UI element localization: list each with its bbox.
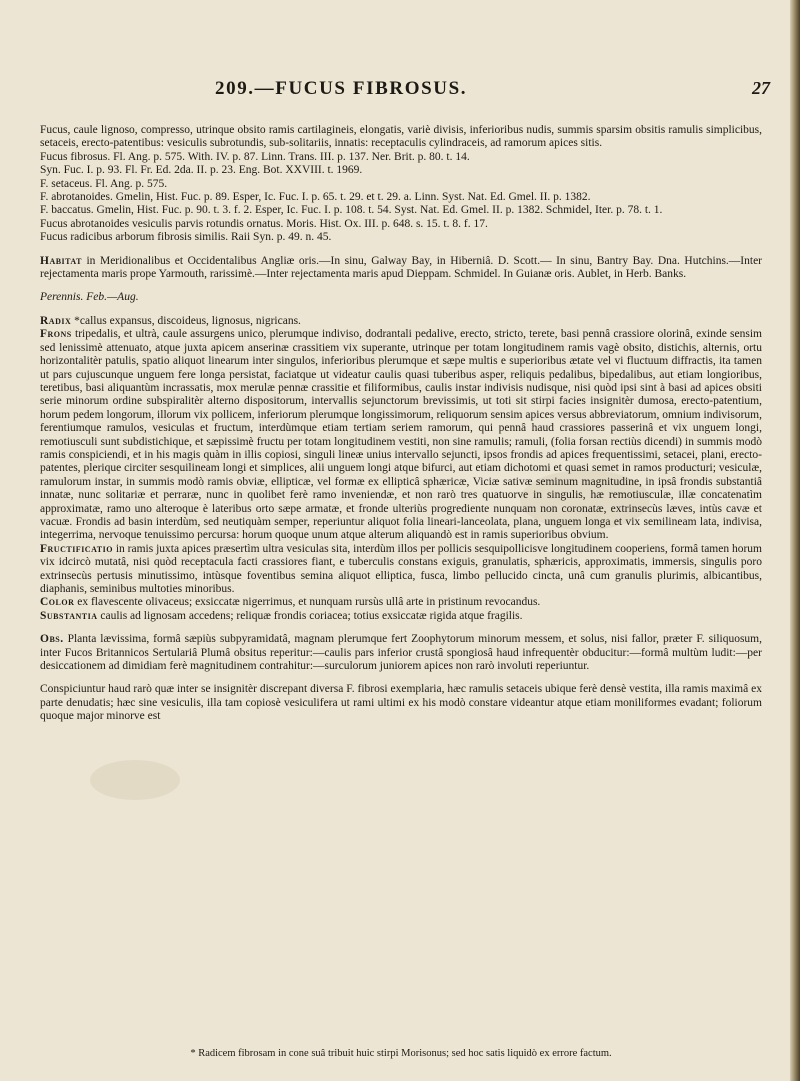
fructificatio-paragraph — [40, 543, 762, 597]
frons-text: tripedalis, et ultrà, caule assurgens unico, plerumque indiviso, dodrantali pedalive, erecto, stricto, terete, basi pennâ crassiore olorinâ, exinde sensim sed lenissimè attenuato, atque juxta apicem anserinæ crassitiem vix superante, utrinque per totam longitudinem ramis vagè obsito, distichis, alternis, ortu horizontalitèr patulis, spatio aliquot linearum inter singulos, inferioribus plerumque et sæpe multis e superioribus ætate vel vi fluctuum diffractis, ita tamen ut pars cujuscunque unguem fere longa persistat, faciatque ut videatur caulis quasi tuberibus asper, reliquis pedalibus, bipedalibus, aut etiam longioribus, teretibus, basi aliquantùm incrassatis, mox merulæ pennæ crassitie et filiformibus, caulis instar indivisis nudisque, nisi quòd ipsi sint à basi ad apices obsiti serie minorum ordine subspiralitèr alterno dispositorum, intervallis sejunctorum brevissimis, ut toti sit stirpi facies insignitèr dumosa, erecto-patentium, horum pedem longorum, illorum vix pollicem, inferiorum plerumque longissimorum, reliquorum sensim apices versus abbreviatorum, omnium indivisorum, ferentiumque ramulos, vesiculas et fructum, interdùmque etiam tertiam seriem ramorum, qui pennâ haud crassiores passerinâ et vix unguem longi, remotiusculi sunt subdistichique, et sæpissimè fructu per totam longitudinem vestiti, non sine ramulis; ramuli, (folia forsan rectiùs dicendi) in summis modò ramis conspiciendi, et in his magis quàm in illis copiosi, singuli lineæ unius intervallo sejuncti, ipsos frondis ad apices frequentissimi, setacei, plani, erecto-patentes, plerique circiter sesquilineam longi et simplices, alii unguem longi atque bifurci, aut etiam dichotomi et quasi semet in ramos producturi; vesiculæ, ramulorum instar, in summis modò ramis obviæ, ellipticæ, vel formæ ex ellipticâ sphæricæ, Viciæ sativæ seminum magnitudine, in ipsâ frondis substantiâ innatæ, nunc solitariæ et perraræ, nunc in quolibet ferè ramo inveniendæ, et non rarò tres quatuorve in singulis, hæ remotiusculæ, illæ concatenatìm approximatæ, ramo uno alteroque è lateribus orto sæpe armatæ, et fronde ulteriùs progrediente nunquam non coronatæ, extrinsecùs læves, intùs cavæ et vacuæ. Frondis ad basin interdùm, sed neutiquàm semper, reperiuntur aliquot folia lineari-lanceolata, plana, unguem longa et vix semilineam lata, indivisa, integerrima, nervoque tenuissimo percursa: horum quoque unum atque alterum aliquandò est in ramis superioribus obvium. — [40, 328, 762, 542]
main-text — [40, 124, 762, 724]
synonymy-diagnosis: Fucus, caule lignoso, compresso, utrinque obsito ramis cartilagineis, elongatis, variè divisis, inferioribus nudis, summis sparsim obsitis ramulis simplicibus, setaceis, erecto-patentibus: vesiculis subrotundis, sub-solitariis, innatis: receptaculis cylindraceis, ad ramorum apices sitis. — [40, 124, 762, 150]
synonymy-line: Syn. Fuc. I. p. 93. Fl. Fr. Ed. 2da. II. p. 23. Eng. Bot. XXVIII. t. 1969. — [40, 164, 363, 177]
fructificatio-label: Fructificatio — [40, 542, 113, 555]
page-title: 209.—FUCUS FIBROSUS. — [215, 78, 468, 99]
habitat-label: Habitat — [40, 254, 82, 267]
substantia-label: Substantia — [40, 609, 98, 622]
radix-text: *callus expansus, discoideus, lignosus, nigricans. — [74, 314, 301, 327]
frons-label: Frons — [40, 328, 72, 341]
conspiciuntur-paragraph: Conspiciuntur haud rarò quæ inter se insignitèr discrepant diversa F. fibrosi exemplaria, hæc ramulis setaceis ubique ferè densè vestita, illa ramis maximâ ex parte denudatis; hæc sine vesiculis, illa tam copiosè vesiculifera ut rami ultimi ex his modò constare videantur atque etiam moniliformes evadant; foliorum quoque major minorve est — [40, 683, 762, 723]
footnote: * Radicem fibrosam in cone suâ tribuit huic stirpi Morisonus; sed hoc satis liquidò ex errore factum. — [190, 1048, 612, 1059]
radix-label: Radix — [40, 314, 72, 327]
page-number: 27 — [752, 78, 770, 98]
synonymy-line: Fucus radicibus arborum fibrosis similis. Raii Syn. p. 49. n. 45. — [40, 231, 332, 244]
color-paragraph — [40, 596, 762, 609]
synonymy-line: F. baccatus. Gmelin, Hist. Fuc. p. 90. t. 3. f. 2. Esper, Ic. Fuc. I. p. 108. t. 54. Syst. Nat. Ed. Gmel. II. p. 1382. Schmidel, Iter. p. 78. t. 1. — [40, 204, 663, 217]
page-edge-shadow — [790, 0, 800, 1081]
color-text: ex flavescente olivaceus; exsiccatæ nigerrimus, et nunquam rursùs ullâ arte in pristinum revocandus. — [77, 596, 541, 609]
fructificatio-text: in ramis juxta apices præsertìm ultra vesiculas sita, interdùm illos per pollicis sesquipollicisve longitudinem cooperiens, formâ tamen horum vix idcircò mutatâ, nisi quòd receptacula facti crassiores fiant, e tuberculis constans exiguis, granulatis, sphæricis, approximatis, immersis, singulis poro extrinsecùs pertusis minutissimo, intùsque foventibus semina aliquot elliptica, fusca, limbo pellucido cincta, unâ cum granulis plurimis, albicantibus, diaphanis, seminibus multoties minoribus. — [40, 542, 763, 595]
substantia-paragraph — [40, 610, 762, 623]
habitat-text: in Meridionalibus et Occidentalibus Angliæ oris.—In sinu, Galway Bay, in Hiberniâ. D. Scott.— In sinu, Bantry Bay. Dna. Hutchins.—Inter rejectamenta maris prope Yarmouth, rarissimè.—Inter rejectamenta maris apud Dieppam. Schmidel. In Guianæ oris. Aublet, in Herb. Banks. — [40, 254, 763, 281]
duration-line: Perennis. Feb.—Aug. — [40, 291, 139, 304]
substantia-text: caulis ad lignosam accedens; reliquæ frondis coriacea; totius exsiccatæ rigida atque fragilis. — [100, 609, 523, 622]
habitat-paragraph — [40, 255, 762, 282]
paper-stain — [90, 760, 180, 800]
synonymy-line: F. setaceus. Fl. Ang. p. 575. — [40, 177, 168, 190]
synonymy-line: Fucus fibrosus. Fl. Ang. p. 575. With. IV. p. 87. Linn. Trans. III. p. 137. Ner. Brit. p. 80. t. 14. — [40, 150, 470, 163]
synonymy-line: Fucus abrotanoides vesiculis parvis rotundis ornatus. Moris. Hist. Ox. III. p. 648. s. 15. t. 8. f. 17. — [40, 217, 488, 230]
obs-label: Obs. — [40, 633, 64, 646]
running-header — [0, 78, 780, 102]
frons-paragraph — [40, 328, 762, 543]
obs-paragraph — [40, 633, 762, 673]
color-label: Color — [40, 596, 75, 609]
radix-paragraph — [40, 315, 762, 328]
obs-text: Planta lævissima, formâ sæpiùs subpyramidatâ, magnam plerumque fert Zoophytorum minorum messem, et solus, nisi fallor, præter F. siliquosum, inter Fucos Britannicos Sertulariâ Plumâ obsitus reperitur:—caulis pars inferior crustâ spongiosâ haud infrequentèr obducitur:—formâ multùm ludit:—per desiccationem ad dimidiam ferè magnitudinem contrahitur:—surculorum juniorem apices non rarò involuti reperiuntur. — [40, 633, 763, 673]
synonymy-line: F. abrotanoides. Gmelin, Hist. Fuc. p. 89. Esper, Ic. Fuc. I. p. 65. t. 29. et t. 29. a. Linn. Syst. Nat. Ed. Gmel. II. p. 1382. — [40, 191, 591, 204]
